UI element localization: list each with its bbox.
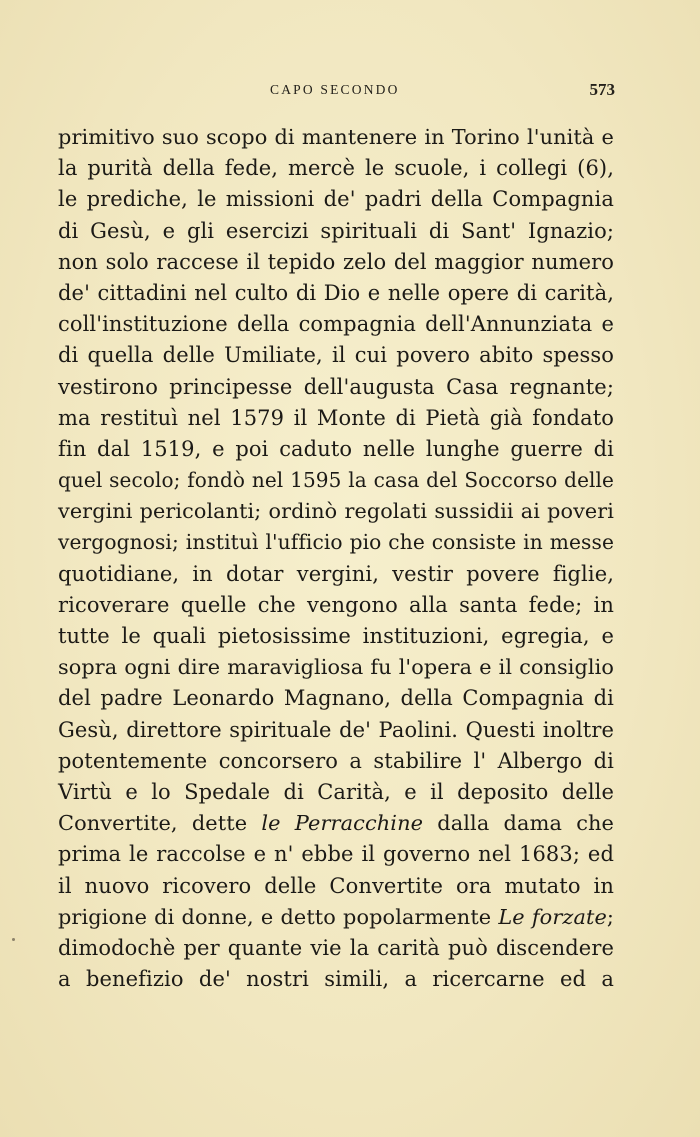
- text-line: vergognosi; instituì l'ufficio pio che consiste in messe: [58, 530, 614, 555]
- margin-speck: [12, 938, 15, 941]
- text-line: Virtù e lo Spedale di Carità, e il deposito delle: [58, 779, 614, 804]
- text-line: prima le raccolse e n' ebbe il governo nel 1683; ed: [58, 842, 614, 867]
- text-line: fin dal 1519, e poi caduto nelle lunghe guerre di: [58, 436, 614, 461]
- text-line: quel secolo; fondò nel 1595 la casa del Soccorso delle: [58, 468, 614, 493]
- text-line: ma restituì nel 1579 il Monte di Pietà già fondato: [58, 405, 614, 430]
- running-head: CAPO SECONDO: [270, 82, 400, 97]
- text-line: [58, 808, 614, 839]
- page-header: [60, 80, 615, 104]
- text-line: tutte le quali pietosissime instituzioni, egregia, e: [58, 624, 614, 648]
- text-line: a benefizio de' nostri simili, a ricercarne ed a: [58, 967, 614, 992]
- text-run: Convertite, dette: [58, 811, 262, 836]
- text-line: de' cittadini nel culto di Dio e nelle opere di carità,: [58, 280, 614, 305]
- text-line: sopra ogni dire maravigliosa fu l'opera e il consiglio: [58, 655, 614, 680]
- text-run: dalla dama che: [423, 811, 614, 836]
- text-line: coll'instituzione della compagnia dell'Annunziata e: [58, 312, 614, 337]
- text-line: del padre Leonardo Magnano, della Compagnia di: [58, 686, 614, 711]
- text-line: non solo raccese il tepido zelo del maggior numero: [58, 249, 614, 274]
- text-line: primitivo suo scopo di mantenere in Torino l'unità e: [58, 125, 614, 149]
- text-line: le prediche, le missioni de' padri della Compagnia: [58, 187, 614, 212]
- text-line: di Gesù, e gli esercizi spirituali di Sant' Ignazio;: [58, 218, 614, 243]
- italic-title: Le forzate: [498, 904, 607, 929]
- text-line: il nuovo ricovero delle Convertite ora mutato in: [58, 873, 614, 898]
- italic-title: le Perracchine: [261, 811, 424, 836]
- text-line: vergini pericolanti; ordinò regolati sussidii ai poveri: [58, 499, 614, 524]
- text-run: prigione di donne, e detto popolarmente: [58, 904, 499, 929]
- body-text: [58, 122, 614, 995]
- text-line: la purità della fede, mercè le scuole, i collegi (6),: [58, 156, 614, 181]
- text-run: ;: [606, 904, 614, 929]
- page-number: 573: [589, 80, 615, 99]
- text-line: dimodochè per quante vie la carità può discendere: [58, 935, 614, 960]
- text-line: ricoverare quelle che vengono alla santa fede; in: [58, 592, 614, 617]
- text-line: vestirono principesse dell'augusta Casa regnante;: [58, 374, 614, 399]
- text-line: di quella delle Umiliate, il cui povero abito spesso: [58, 343, 614, 368]
- text-line: Gesù, direttore spirituale de' Paolini. Questi inoltre: [58, 717, 614, 742]
- text-line: quotidiane, in dotar vergini, vestir povere figlie,: [58, 561, 614, 586]
- text-line: [58, 902, 614, 933]
- text-line: potentemente concorsero a stabilire l' Albergo di: [58, 748, 614, 773]
